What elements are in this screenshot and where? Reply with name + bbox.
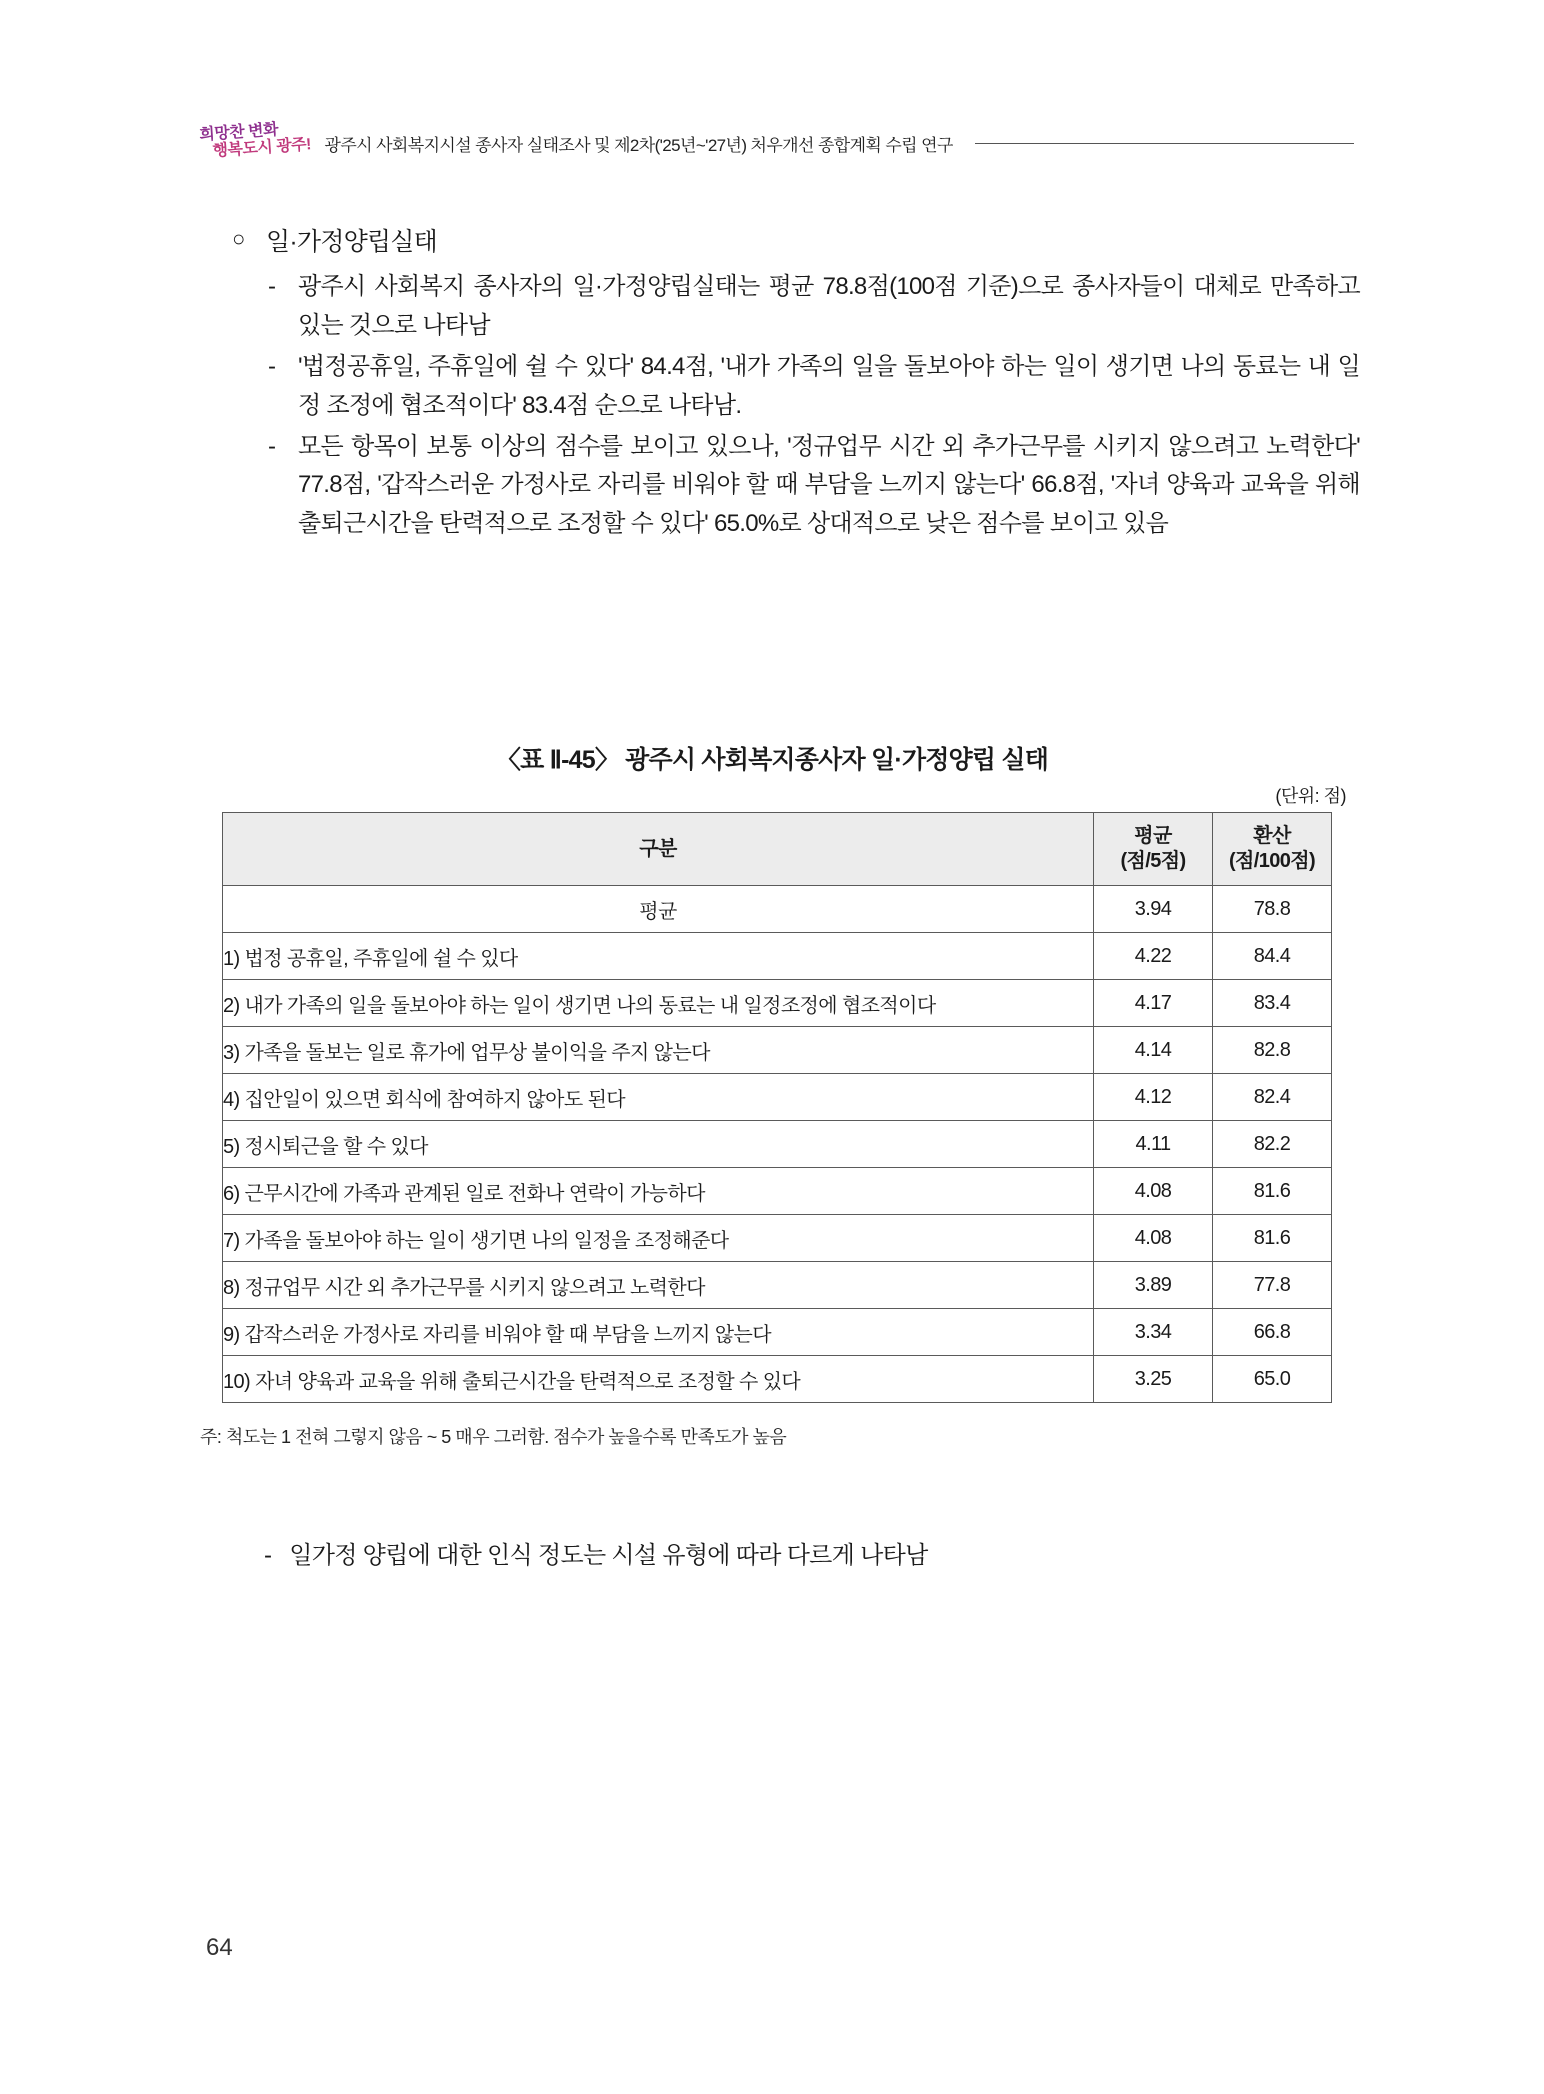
table-cell-label: 8) 정규업무 시간 외 추가근무를 시키지 않으려고 노력한다: [223, 1262, 1094, 1309]
table-row: [223, 1027, 1332, 1074]
table-cell-converted: 77.8: [1213, 1262, 1332, 1309]
table-row: [223, 1215, 1332, 1262]
bullet-item: [268, 348, 1360, 426]
section-heading: [232, 222, 1360, 258]
table-caption: 〈표 Ⅱ-45〉 광주시 사회복지종사자 일·가정양립 실태: [495, 746, 1049, 774]
table-header-average-line2: (점/5점): [1120, 850, 1186, 872]
table-cell-average: 4.17: [1094, 980, 1213, 1027]
table-cell-average: 3.25: [1094, 1356, 1213, 1403]
table-row: [223, 980, 1332, 1027]
table-cell-label: 9) 갑작스러운 가정사로 자리를 비워야 할 때 부담을 느끼지 않는다: [223, 1309, 1094, 1356]
table-cell-converted: 82.8: [1213, 1027, 1332, 1074]
dash-bullet-icon: -: [268, 432, 276, 460]
table-cell-label: 6) 근무시간에 가족과 관계된 일로 전화나 연락이 가능하다: [223, 1168, 1094, 1215]
work-family-balance-table: [222, 812, 1332, 1403]
brand-logo: [199, 120, 312, 161]
table-cell-converted: 66.8: [1213, 1309, 1332, 1356]
page-number: 64: [206, 1934, 233, 1961]
table-row: [223, 1121, 1332, 1168]
table-head: [223, 813, 1332, 886]
table-row: [223, 1356, 1332, 1403]
circle-bullet-icon: ○: [232, 226, 245, 251]
table-cell-converted: 81.6: [1213, 1168, 1332, 1215]
header-title: 광주시 사회복지시설 종사자 실태조사 및 제2차('25년~'27년) 처우개선 종합계획 수립 연구: [324, 136, 953, 156]
table-cell-average: 4.14: [1094, 1027, 1213, 1074]
table-header-average: [1094, 813, 1213, 886]
table-row: [223, 1262, 1332, 1309]
table-cell-label: 5) 정시퇴근을 할 수 있다: [223, 1121, 1094, 1168]
table-cell-average: 4.11: [1094, 1121, 1213, 1168]
table-cell-label: 1) 법정 공휴일, 주휴일에 쉴 수 있다: [223, 933, 1094, 980]
table-header-converted-line1: 환산: [1253, 825, 1291, 847]
main-content: [232, 222, 1360, 546]
table-cell-converted: 84.4: [1213, 933, 1332, 980]
table-header-average-line1: 평균: [1134, 825, 1172, 847]
table-cell-label: 평균: [223, 886, 1094, 933]
table-cell-average: 3.34: [1094, 1309, 1213, 1356]
table-cell-label: 10) 자녀 양육과 교육을 위해 출퇴근시간을 탄력적으로 조정할 수 있다: [223, 1356, 1094, 1403]
section-heading-label: 일·가정양립실태: [266, 228, 437, 256]
table-cell-converted: 82.2: [1213, 1121, 1332, 1168]
table-cell-average: 3.89: [1094, 1262, 1213, 1309]
table-note: 주: 척도는 1 전혀 그렇지 않음 ~ 5 매우 그러함. 점수가 높을수록 만족도가 높음: [200, 1427, 787, 1447]
bullet-text: '법정공휴일, 주휴일에 쉴 수 있다' 84.4점, '내가 가족의 일을 돌보아야 하는 일이 생기면 나의 동료는 내 일정 조정에 협조적이다' 83.4점 순으로 나타남.: [298, 352, 1360, 419]
table-cell-average: 4.22: [1094, 933, 1213, 980]
brand-logo-line1: 희망찬 변화: [198, 121, 279, 144]
dash-bullet-icon: -: [264, 1542, 272, 1569]
table-cell-average: 4.08: [1094, 1168, 1213, 1215]
table-row: [223, 1168, 1332, 1215]
table-row: [223, 1309, 1332, 1356]
table-header-category: 구분: [223, 813, 1094, 886]
table-cell-label: 7) 가족을 돌보아야 하는 일이 생기면 나의 일정을 조정해준다: [223, 1215, 1094, 1262]
table-row: [223, 886, 1332, 933]
table-header-converted-line2: (점/100점): [1228, 850, 1316, 872]
table-cell-converted: 65.0: [1213, 1356, 1332, 1403]
dash-bullet-icon: -: [268, 273, 276, 300]
brand-logo-line2: 행복도시 광주!: [212, 135, 312, 160]
table-header-row: [223, 813, 1332, 886]
table-cell-converted: 83.4: [1213, 980, 1332, 1027]
bullet-text: 모든 항목이 보통 이상의 점수를 보이고 있으나, '정규업무 시간 외 추가근무를 시키지 않으려고 노력한다' 77.8점, '갑작스러운 가정사로 자리를 비워야 할 때 부담을 느끼지 않는다' 66.8점, '자녀 양육과 교육을 위해 출퇴근시간을 탄력적으로 조정할 수 있다' 65.0%로 상대적으로 낮은 점수를 보이고 있음: [298, 432, 1360, 538]
table-unit-label: (단위: 점): [1275, 786, 1346, 806]
table-cell-average: 4.08: [1094, 1215, 1213, 1262]
table-cell-converted: 81.6: [1213, 1215, 1332, 1262]
table-cell-label: 3) 가족을 돌보는 일로 휴가에 업무상 불이익을 주지 않는다: [223, 1027, 1094, 1074]
table-body: [223, 886, 1332, 1403]
bullet-text: 광주시 사회복지 종사자의 일·가정양립실태는 평균 78.8점(100점 기준)으로 종사자들이 대체로 만족하고 있는 것으로 나타남: [298, 273, 1360, 339]
bullet-item: [268, 428, 1360, 545]
table-cell-average: 3.94: [1094, 886, 1213, 933]
table-cell-average: 4.12: [1094, 1074, 1213, 1121]
page-header: [198, 121, 1354, 160]
table-cell-label: 2) 내가 가족의 일을 돌보아야 하는 일이 생기면 나의 동료는 내 일정조정에 협조적이다: [223, 980, 1094, 1027]
header-divider: [975, 143, 1354, 144]
table-row: [223, 1074, 1332, 1121]
table-cell-converted: 82.4: [1213, 1074, 1332, 1121]
dash-bullet-icon: -: [268, 352, 276, 380]
table-header-converted: [1213, 813, 1332, 886]
bullet-item: [268, 268, 1360, 346]
table-row: [223, 933, 1332, 980]
table-cell-label: 4) 집안일이 있으면 회식에 참여하지 않아도 된다: [223, 1074, 1094, 1121]
table-cell-converted: 78.8: [1213, 886, 1332, 933]
post-table-bullet-text: 일가정 양립에 대한 인식 정도는 시설 유형에 따라 다르게 나타남: [289, 1542, 928, 1569]
post-table-bullet: [264, 1535, 928, 1570]
